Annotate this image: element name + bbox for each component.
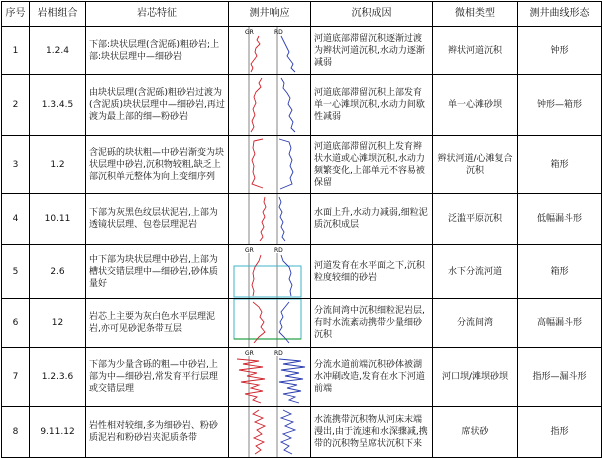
log-curve-figure [229,136,311,193]
header-micro: 微相类型 [433,2,518,27]
cell-combo: 1.2 [30,136,86,194]
cell-log [229,348,311,407]
gr-curve [237,359,265,403]
gr-curve [253,302,265,343]
cell-no: 8 [2,407,30,458]
cell-no: 2 [2,75,30,136]
log-curve-figure [229,27,311,74]
rd-curve [279,139,293,189]
gr-label: GR [245,247,254,254]
rd-label: RD [274,350,283,357]
cell-shape: 高幅漏斗形 [518,299,602,348]
header-no: 序号 [2,2,30,27]
cell-genesis: 水流携带沉积物从河床末端漫出,由于流速和水深骤减,携带的沉积物呈席状沉积下来 [311,407,433,458]
cell-no: 4 [2,194,30,245]
gr-label: GR [245,350,254,357]
header-row [2,2,602,27]
cell-micro: 水下分流河道 [433,245,518,299]
gr-label: GR [245,29,254,36]
cell-no: 6 [2,299,30,348]
table-row [2,245,602,299]
cell-core: 含泥砾的块状粗—中砂岩渐变为块状层理中砂岩,沉积物较粗,缺乏上部沉积单元整体为向上变细序列 [86,136,229,194]
cell-log [229,245,311,299]
cell-micro: 席状砂 [433,407,518,458]
rd-curve [281,36,295,72]
cell-shape: 指形—漏斗形 [518,348,602,407]
cell-combo: 1.2.4 [30,27,86,75]
header-genesis: 沉积成因 [311,2,433,27]
cell-genesis: 河道底部滞留沉积上部发育单一心滩坝沉积,水动力间歇性减弱 [311,75,433,136]
cell-log [229,407,311,458]
log-curve-figure [229,194,311,244]
table-row [2,407,602,458]
cell-core: 岩芯上主要为灰白色水平层理泥岩,亦可见砂泥条带互层 [86,299,229,348]
cell-genesis: 河道底部滞留沉积上发育辫状水道或心滩坝沉积,水动力频繁变化,上部单元不容易被保留 [311,136,433,194]
log-curve-figure [229,299,311,347]
cell-shape: 低幅漏斗形 [518,194,602,245]
cell-shape: 钟形—箱形 [518,75,602,136]
rd-curve [281,410,295,454]
gr-curve [252,255,261,296]
interval-box [234,299,301,339]
gr-curve [253,410,265,454]
cell-micro: 泛滥平原沉积 [433,194,518,245]
cell-core: 下部为灰黑色纹层状泥岩,上部为透镜状层理、包卷层理泥岩 [86,194,229,245]
table-row [2,299,602,348]
cell-shape: 钟形 [518,27,602,75]
cell-combo: 1.3.4.5 [30,75,86,136]
cell-combo: 12 [30,299,86,348]
cell-micro: 辫状河道沉积 [433,27,518,75]
rd-curve [279,197,285,241]
header-combo: 岩相组合 [30,2,86,27]
table-row [2,75,602,136]
cell-no: 5 [2,245,30,299]
rd-curve [279,302,289,343]
cell-genesis: 河道底部滞留沉积逐渐过渡为辫状河道沉积,水动力逐渐减弱 [311,27,433,75]
cell-micro: 辫状河道/心滩复合沉积 [433,136,518,194]
cell-micro: 分流间湾 [433,299,518,348]
cell-genesis: 水面上升,水动力减弱,细粒泥质沉积成层 [311,194,433,245]
cell-log [229,194,311,245]
cell-no: 7 [2,348,30,407]
cell-no: 1 [2,27,30,75]
table-row [2,27,602,75]
cell-micro: 单一心滩砂坝 [433,75,518,136]
table-row [2,194,602,245]
facies-table [1,1,602,458]
gr-curve [251,78,262,132]
cell-genesis: 河道发育在水平面之下,沉积粒度较细的砂岩 [311,245,433,299]
table-row [2,348,602,407]
cell-log [229,27,311,75]
cell-shape: 箱形 [518,136,602,194]
header-log: 测井响应 [229,2,311,27]
cell-core: 下部为少量含砾的粗—中砂岩,上部为中—细砂岩,常发育平行层理或交错层理 [86,348,229,407]
header-core: 岩芯特征 [86,2,229,27]
rd-curve [279,359,305,403]
rd-label: RD [274,29,283,36]
table-row [2,136,602,194]
cell-core: 岩性相对较细,多为细砂岩、粉砂质泥岩和粉砂岩夹泥质条带 [86,407,229,458]
cell-core: 下部:块状层理(含泥砾)粗砂岩;上部:块状层理中—细砂岩 [86,27,229,75]
gr-curve [252,139,263,188]
gr-curve [260,197,266,241]
log-curve-figure [229,348,311,406]
cell-log [229,136,311,194]
cell-core: 由块状层理(含泥砾)粗砂岩过渡为(含泥质)块状层理中—细砂岩,再过渡为最上部的细—粉砂岩 [86,75,229,136]
cell-combo: 2.6 [30,245,86,299]
rd-label: RD [274,247,283,254]
cell-no: 3 [2,136,30,194]
cell-combo: 1.2.3.6 [30,348,86,407]
rd-curve [281,255,292,296]
cell-core: 中下部为块状层理中砂岩,上部为槽状交错层理中—细砂岩,砂体质量好 [86,245,229,299]
cell-combo: 9.11.12 [30,407,86,458]
cell-shape: 箱形 [518,245,602,299]
cell-genesis: 分流间湾中沉积细粒泥岩层,有时水流紊动携带少量细砂沉积 [311,299,433,348]
cell-log [229,75,311,136]
cell-combo: 10.11 [30,194,86,245]
cell-shape: 指形 [518,407,602,458]
interval-box [234,266,301,297]
rd-curve [281,78,295,132]
cell-micro: 河口坝/滩坝砂坝 [433,348,518,407]
log-curve-figure [229,75,311,135]
gr-curve [251,36,260,72]
log-curve-figure [229,245,311,298]
cell-log [229,299,311,348]
log-curve-figure [229,407,311,457]
cell-genesis: 分流水道前端沉积砂体被湖水冲刷改造,发育在水下河道前端 [311,348,433,407]
header-shape: 测井曲线形态 [518,2,602,27]
